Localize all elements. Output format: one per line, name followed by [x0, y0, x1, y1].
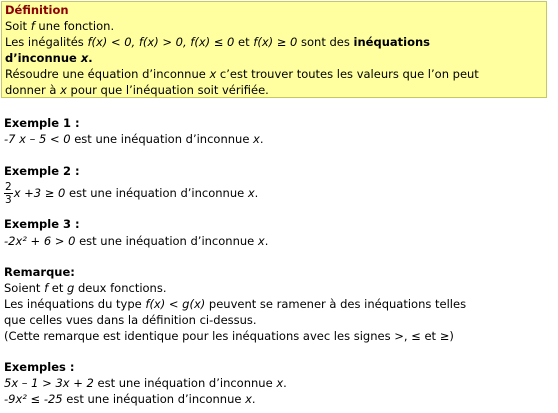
definition-line-1: Soit f une fonction. — [5, 19, 115, 33]
remark-line-1: Soient f et g deux fonctions. — [4, 281, 167, 295]
examples-line-1: 5x – 1 > 3x + 2 est une inéquation d’inconnue x. — [4, 376, 287, 390]
example-1-title: Exemple 1 : — [4, 116, 80, 130]
example-3-body: -2x² + 6 > 0 est une inéquation d’inconnue x. — [4, 234, 269, 248]
example-3-title: Exemple 3 : — [4, 217, 80, 231]
remark-line-2: Les inéquations du type f(x) < g(x) peuvent se ramener à des inéquations telles — [4, 297, 467, 311]
definition-title: Définition — [5, 3, 69, 17]
definition-box — [1, 1, 547, 98]
remark-line-4: (Cette remarque est identique pour les inéquations avec les signes >, ≤ et ≥) — [4, 329, 454, 343]
definition-line-4: Résoudre une équation d’inconnue x c’est trouver toutes les valeurs que l’on peut — [5, 67, 479, 81]
examples — [4, 359, 287, 407]
example-2-title: Exemple 2 : — [4, 164, 80, 178]
definition-line-5: donner à x pour que l’inéquation soit vérifiée. — [5, 83, 269, 97]
example-3 — [4, 216, 268, 249]
fraction: $\frac{2}{3}$ — [5, 181, 12, 206]
remark — [4, 264, 466, 344]
definition-line-2: Les inégalités f(x) < 0, f(x) > 0, f(x) ≤ 0 et f(x) ≥ 0 sont des inéquations — [5, 35, 431, 49]
remark-title: Remarque: — [4, 265, 75, 279]
example-2-body: $\frac{2}{3}$ x +3 ≥ 0 est une inéquation d’inconnue x. — [5, 181, 259, 206]
examples-title: Exemples : — [4, 360, 75, 374]
example-2 — [4, 163, 258, 206]
remark-line-3: que celles vues dans la définition ci-dessus. — [4, 313, 257, 327]
definition-line-3: d’inconnue x. — [5, 51, 93, 65]
example-1 — [4, 115, 264, 147]
examples-line-2: -9x² ≤ -25 est une inéquation d’inconnue x. — [4, 392, 256, 406]
example-1-body: -7 x – 5 < 0 est une inéquation d’inconnue x. — [4, 132, 264, 146]
